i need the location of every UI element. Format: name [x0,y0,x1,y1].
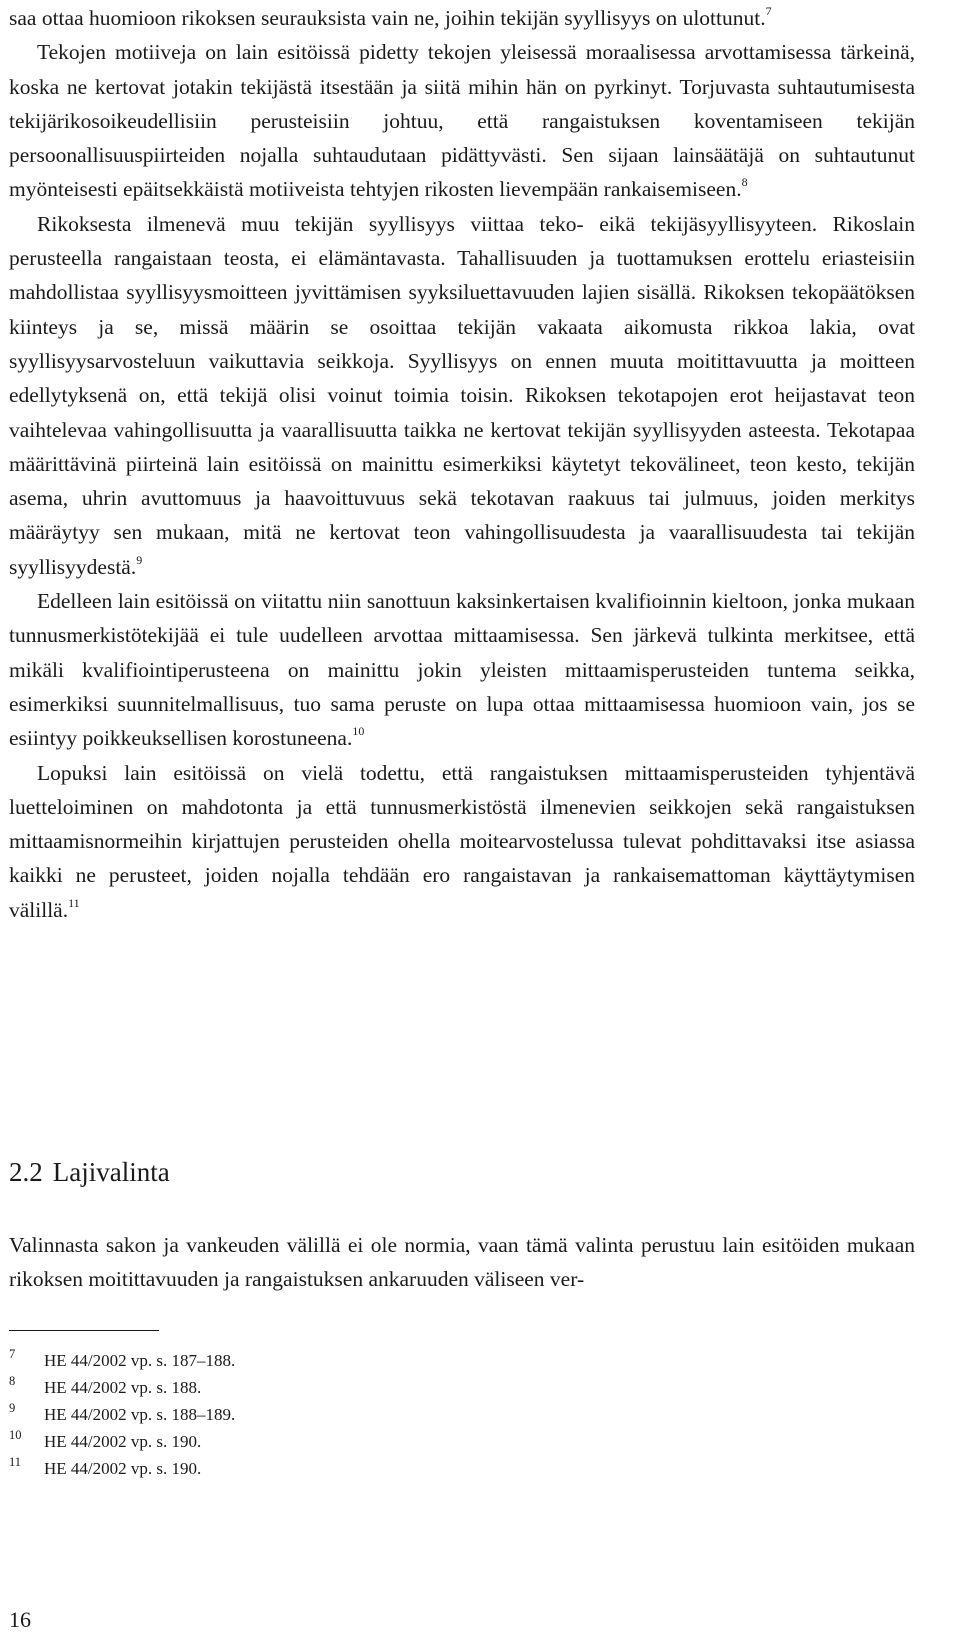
footnote [9,1347,609,1374]
footnote-ref[interactable]: 7 [765,3,772,18]
footnote-divider [9,1330,159,1331]
footnote-text: HE 44/2002 vp. s. 190. [44,1459,202,1478]
paragraph-text: Lopuksi lain esitöissä on vielä todettu, että rangaistuksen mittaamisperusteiden tyhjentävä luetteloiminen on mahdotonta ja että tunnusmerkistöstä ilmenevien seikkojen sekä rangaistuksen mittaamisnormeihin kirjattujen perusteiden ohella moitearvostelussa tulevat pohdittavaksi itse asiassa kaikki ne perusteet, joiden nojalla tehdään ero rangaistavan ja rankaisemattoman käyttäytymisen välillä. [9,760,915,922]
footnote-number: 11 [9,1455,22,1469]
footnote-text: HE 44/2002 vp. s. 190. [44,1432,202,1451]
section-number: 2.2 [9,1157,43,1187]
footnote [9,1428,609,1455]
footnote [9,1401,609,1428]
paragraph-text: saa ottaa huomioon rikoksen seurauksista vain ne, joihin tekijän syyllisyys on ulottunut. [9,6,766,30]
document-page [9,0,915,1632]
footnote-text: HE 44/2002 vp. s. 188. [44,1378,202,1397]
footnote-ref[interactable]: 10 [352,724,365,739]
section-title: Lajivalinta [52,1157,170,1187]
footnote-ref[interactable]: 8 [741,175,748,190]
footnote-number: 10 [9,1428,22,1442]
paragraph [9,1,915,35]
footnote-number: 9 [9,1401,16,1415]
section-heading [9,1155,170,1189]
paragraph [9,756,915,927]
paragraph [9,207,915,584]
body-text [9,0,915,927]
page-number: 16 [9,1607,31,1632]
footnote [9,1374,609,1401]
footnote-number: 8 [9,1374,16,1388]
paragraph-text: Edelleen lain esitöissä on viitattu niin sanottuun kaksinkertaisen kvalifioinnin kieltoon, jonka mukaan tunnusmerkistötekijää ei tule uudelleen arvottaa mittaamisessa. Sen järkevä tulkinta merkitsee, että mikäli kvalifiointiperusteena on mainittu jokin yleisten mittaamisperusteiden tuntema seikka, esimerkiksi suunnitelmallisuus, tuo sama peruste on lupa ottaa mittaamisessa huomioon vain, jos se esiintyy poikkeuksellisen korostuneena. [9,589,915,751]
footnote-number: 7 [9,1347,16,1361]
footnote-text: HE 44/2002 vp. s. 188–189. [44,1405,236,1424]
footnote [9,1455,609,1482]
footnote-ref[interactable]: 11 [68,895,80,910]
footnote-text: HE 44/2002 vp. s. 187–188. [44,1351,236,1370]
footnote-list [9,1347,609,1482]
paragraph [9,584,915,755]
footnote-ref[interactable]: 9 [136,552,143,567]
paragraph-text: Rikoksesta ilmenevä muu tekijän syyllisyys viittaa teko- eikä tekijäsyyllisyyteen. Rikoslain perusteella rangaistaan teosta, ei elämäntavasta. Tahallisuuden ja tuottamuksen erottelu eriasteisiin mahdollistaa syyllisyysmoitteen jyvittämisen syyksiluettavuuden lajien sisällä. Rikoksen tekopäätöksen kiinteys ja se, missä määrin se osoittaa tekijän vakaata aikomusta rikkoa lakia, ovat syyllisyysarvosteluun vaikuttavia seikkoja. Syyllisyys on ennen muuta moitittavuutta ja moitteen edellytyksenä on, että tekijä olisi voinut toimia toisin. Rikoksen tekotapojen erot heijastavat teon vaihtelevaa vahingollisuutta ja vaarallisuutta taikka ne kertovat tekijän syyllisyyden asteesta. Tekotapaa määrittävinä piirteinä lain esitöissä on mainittu esimerkiksi käytetyt tekovälineet, teon kesto, tekijän asema, uhrin avuttomuus ja haavoittuvuus sekä tekotavan raakuus tai julmuus, joiden merkitys määräytyy sen mukaan, mitä ne kertovat teon vahingollisuudesta ja vaarallisuudesta tai tekijän syyllisyydestä. [9,211,915,579]
paragraph-text: Tekojen motiiveja on lain esitöissä pidetty tekojen yleisessä moraalisessa arvottamisessa tärkeinä, koska ne kertovat jotakin tekijästä itsestään ja siitä mihin hän on pyrkinyt. Torjuvasta suhtautumisesta tekijärikosoikeudellisiin perusteisiin johtuu, että rangaistuksen koventamiseen tekijän persoonallisuuspiirteiden nojalla suhtaudutaan pidättyvästi. Sen sijaan lainsäätäjä on suhtautunut myönteisesti epäitsekkäistä motiiveista tehtyjen rikosten lievempään rankaisemiseen. [9,40,915,202]
section-paragraph: Valinnasta sakon ja vankeuden välillä ei ole normia, vaan tämä valinta perustuu lain esitöiden mukaan rikoksen moitittavuuden ja rangaistuksen ankaruuden väliseen ver- [9,1233,915,1292]
paragraph [9,35,915,206]
